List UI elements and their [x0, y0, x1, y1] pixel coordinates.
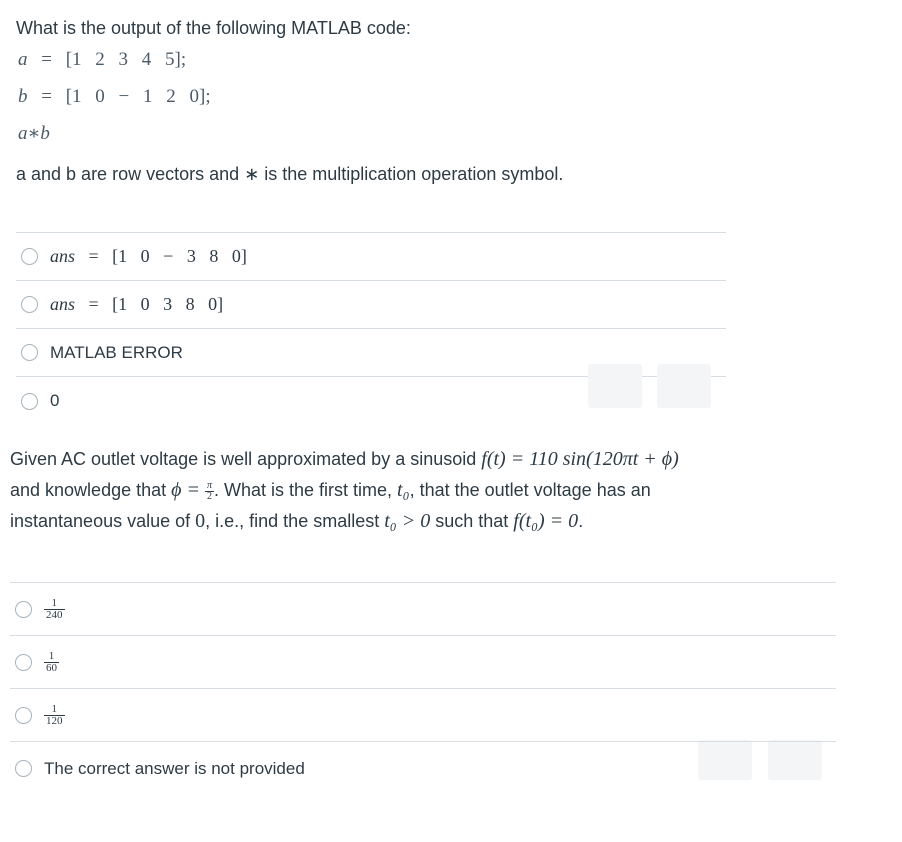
- radio-button[interactable]: [21, 248, 38, 265]
- code-var-b: b: [18, 86, 28, 107]
- answer-label: ans = [1 0 − 3 8 0]: [50, 246, 247, 266]
- function-formula: f(t) = 110 sin(120πt + ϕ): [481, 448, 679, 470]
- answer-label: 0: [50, 391, 60, 410]
- ghost-placeholder: [657, 364, 711, 408]
- radio-button[interactable]: [21, 393, 38, 410]
- answer-option[interactable]: [16, 233, 726, 281]
- answer-option[interactable]: [10, 583, 836, 636]
- answer-option[interactable]: [10, 742, 836, 795]
- code-value-a: = [1 2 3 4 5];: [27, 49, 187, 70]
- code-var-a: a: [18, 49, 28, 70]
- answer-label: MATLAB ERROR: [50, 342, 183, 362]
- answer-label: ans = [1 0 3 8 0]: [50, 294, 224, 314]
- answer-option[interactable]: [10, 689, 836, 742]
- question-2: [10, 444, 870, 537]
- ghost-placeholder: [588, 364, 642, 408]
- radio-button[interactable]: [15, 707, 32, 724]
- radio-button[interactable]: [21, 296, 38, 313]
- phi-fraction: $\frac{\pi}{2}$: [206, 479, 212, 502]
- radio-button[interactable]: [15, 654, 32, 671]
- question-2-line-1: Given AC outlet voltage is well approximated by a sinusoid f(t) = 110 sin(120πt + ϕ): [10, 448, 679, 470]
- code-line-1: [16, 45, 736, 82]
- answer-option[interactable]: [10, 636, 836, 689]
- question-1: [16, 18, 736, 185]
- question-2-line-3: instantaneous value of 0, i.e., find the smallest t₀ > 0 such that f(t₀) = 0.: [10, 510, 584, 532]
- radio-button[interactable]: [15, 760, 32, 777]
- answer-option[interactable]: [16, 281, 726, 329]
- code-line-3: [16, 119, 736, 156]
- answer-fraction: $\frac{1}{240}$: [46, 596, 63, 621]
- answer-fraction: $\frac{1}{120}$: [46, 702, 63, 727]
- question-2-answers: [10, 582, 836, 795]
- question-1-prompt: What is the output of the following MATLAB code:: [16, 18, 411, 38]
- code-expression: a∗b: [18, 123, 50, 144]
- radio-button[interactable]: [21, 344, 38, 361]
- answer-fraction: $\frac{1}{60}$: [46, 649, 57, 674]
- question-1-note: a and b are row vectors and ∗ is the multiplication operation symbol.: [16, 164, 564, 184]
- code-value-b: = [1 0 − 1 2 0];: [27, 86, 211, 107]
- question-2-line-2: and knowledge that ϕ = $\frac{\pi}{2}$ . What is the first time, t₀, that the outlet voltage has an: [10, 479, 651, 502]
- answer-label: The correct answer is not provided: [44, 758, 305, 778]
- radio-button[interactable]: [15, 601, 32, 618]
- code-line-2: [16, 82, 736, 119]
